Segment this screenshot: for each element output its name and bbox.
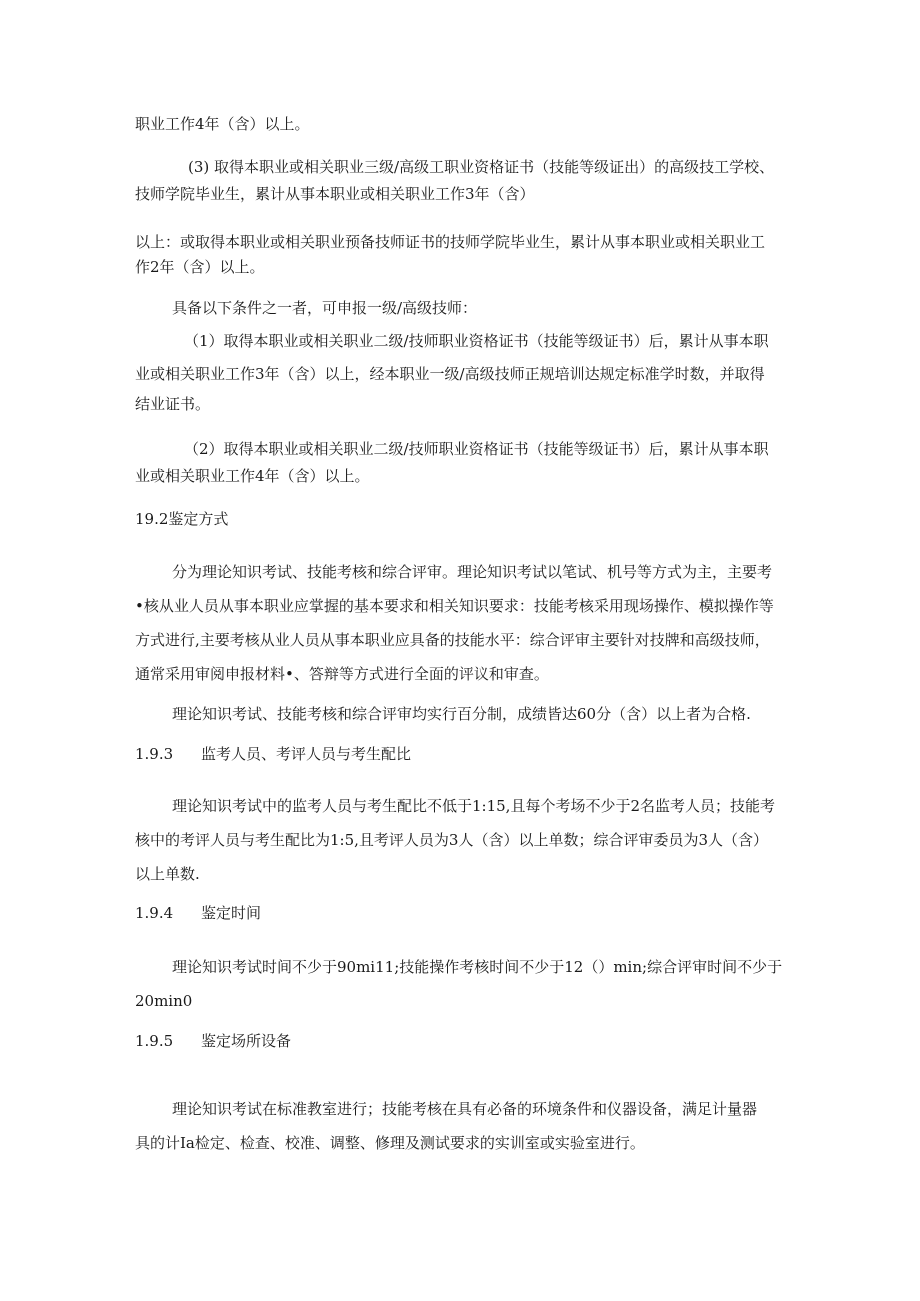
section-title: 鉴定场所设备	[201, 1032, 292, 1050]
section-title: 监考人员、考评人员与考生配比	[201, 745, 412, 763]
text-line: 作2年（含）以上。	[135, 258, 265, 276]
section-title: 鉴定时间	[201, 904, 262, 922]
text-line: 理论知识考试时间不少于90mi11;技能操作考核时间不少于12（）min;综合评审时间不少于	[172, 958, 783, 976]
text-line: 20min0	[135, 992, 193, 1010]
text-line: 业或相关职业工作4年（含）以上。	[135, 467, 370, 485]
text-line: 业或相关职业工作3年（含）以上，经本职业一级/高级技师正规培训达规定标准学时数，并取得	[135, 365, 765, 383]
text-line: 理论知识考试中的监考人员与考生配比不低于1:15,且每个考场不少于2名监考人员；技能考	[172, 797, 775, 815]
text-line: （2）取得本职业或相关职业二级/技师职业资格证书（技能等级证书）后，累计从事本职	[184, 440, 769, 458]
text-line: 具的计Ia检定、检查、校准、调整、修理及测试要求的实训室或实验室进行。	[135, 1134, 645, 1152]
text-line: 以上：或取得本职业或相关职业预备技师证书的技师学院毕业生，累计从事本职业或相关职业工	[135, 233, 766, 251]
text-line: 理论知识考试在标准教室进行；技能考核在具有必备的环境条件和仪器设备，满足计量器	[172, 1100, 758, 1118]
text-line: 核中的考评人员与考生配比为1:5,且考评人员为3人（含）以上单数；综合评审委员为3人（含）	[135, 831, 768, 849]
section-number: 1.9.5	[135, 1032, 174, 1050]
section-heading	[135, 903, 261, 923]
section-number: 1.9.4	[135, 904, 174, 922]
text-line: （1）取得本职业或相关职业二级/技师职业资格证书（技能等级证书）后，累计从事本职	[184, 332, 769, 350]
text-line: 分为理论知识考试、技能考核和综合评审。理论知识考试以笔试、机号等方式为主，主要考	[172, 563, 773, 581]
text-line: 结业证书。	[135, 395, 211, 413]
section-heading	[135, 744, 411, 764]
section-heading: 19.2鉴定方式	[135, 510, 229, 528]
text-line: 方式进行,主要考核从业人员从事本职业应具备的技能水平：综合评审主要针对技牌和高级技师，	[135, 631, 770, 649]
text-line: 具备以下条件之一者，可申报一级/高级技师：	[172, 299, 478, 317]
text-line: 通常采用审阅申报材料•、答辩等方式进行全面的评议和审查。	[135, 665, 549, 683]
text-line: 职业工作4年（含）以上。	[135, 115, 310, 133]
section-heading	[135, 1031, 291, 1051]
text-line: •核从业人员从事本职业应掌握的基本要求和相关知识要求：技能考核采用现场操作、模拟操作等	[135, 597, 774, 615]
text-line: 以上单数.	[135, 865, 200, 883]
text-line: 理论知识考试、技能考核和综合评审均实行百分制，成绩皆达60分（含）以上者为合格.	[172, 705, 751, 723]
text-line: 技师学院毕业生，累计从事本职业或相关职业工作3年（含）	[135, 185, 535, 203]
text-line: (3) 取得本职业或相关职业三级/高级工职业资格证书（技能等级证出）的高级技工学校、	[188, 158, 775, 176]
section-number: 1.9.3	[135, 745, 174, 763]
